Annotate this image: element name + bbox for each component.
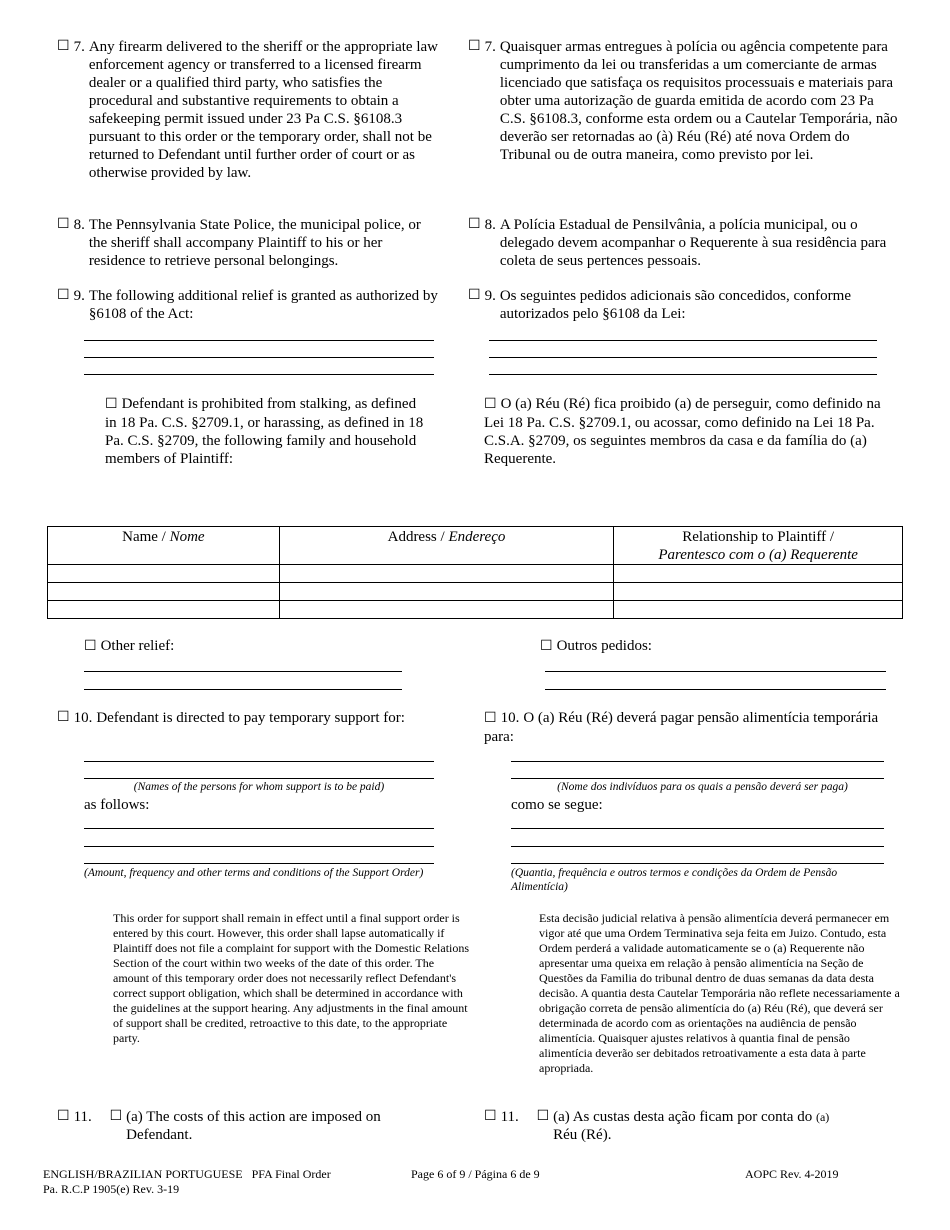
col-header-address: Address / Endereço [279,527,614,565]
as-follows-pt: como se segue: [511,797,603,813]
family-members-table [47,526,903,619]
item-7-pt: ☐ 7. Quaisquer armas entregues à polícia ou agência competente para cumprimento da lei ou transferidas a um comerciante de armas licenciado que satisfaça os requisitos processuais e materiais para obter uma autorização de guarda emitida de acordo com 23 Pa C.S. §6108.3, conforme esta ordem ou a Cautelar Temporária, não deverão ser retornadas ao (à) Réu (Ré) até nova Ordem do Tribunal ou de outra maneira, como previsto por lei. [468,38,903,164]
item-11a-en-text: (a) The costs of this action are imposed on Defendant. [126,1109,381,1143]
item-8-pt: ☐ 8. A Polícia Estadual de Pensilvânia, a polícia municipal, ou o delegado devem acompanhar o Requerente à sua residência para coleta de seus pertences pessoais. [468,216,903,270]
support-terms-line-en-2[interactable] [84,846,434,847]
item-10-pt: ☐ 10. O (a) Réu (Ré) deverá pagar pensão alimentícia temporária para: [484,710,879,745]
names-caption-pt: (Nome dos indivíduos para os quais a pensão deverá ser paga) [557,781,848,793]
stalking-en-text: Defendant is prohibited from stalking, as defined in 18 Pa. C.S. §2709.1, or harassing, as defined in 18 Pa. C.S. §2709, the following family and household members of Plaintiff: [105,396,424,467]
support-names-line-en-2[interactable] [84,778,434,779]
cell-relationship[interactable] [614,565,903,583]
checkbox-stalking-en[interactable]: ☐ [105,397,118,412]
amount-caption-en: (Amount, frequency and other terms and conditions of the Support Order) [84,867,424,879]
checkbox-11a-en[interactable]: ☐ [109,1109,123,1124]
checkbox-8-pt[interactable]: ☐ [468,217,481,232]
cell-name[interactable] [48,601,280,619]
item-11-en: ☐ 11. ☐ (a) The costs of this action are imposed on Defendant. [57,1108,417,1144]
table-row [48,583,903,601]
checkbox-10-en[interactable]: ☐ [57,710,70,725]
support-names-line-pt-1[interactable] [511,761,884,762]
cell-relationship[interactable] [614,583,903,601]
support-terms-line-en-3[interactable] [84,863,434,864]
item-8-pt-text: A Polícia Estadual de Pensilvânia, a polícia municipal, ou o delegado devem acompanhar o Requerente à sua residência para coleta de seus pertences pessoais. [499,217,887,269]
cell-name[interactable] [48,583,280,601]
checkbox-stalking-pt[interactable]: ☐ [484,397,497,412]
item-11-pt: ☐ 11. ☐ (a) As custas desta ação ficam por conta do (a) Réu (Ré). [484,1108,884,1144]
checkbox-11-pt[interactable]: ☐ [484,1109,497,1124]
other-relief-line-en-1[interactable] [84,671,402,672]
item-10-en: ☐ 10. Defendant is directed to pay temporary support for: [57,710,405,726]
footer-form-line [43,1167,331,1182]
footer-revision: AOPC Rev. 4-2019 [745,1167,839,1181]
stalking-pt [484,395,904,468]
relief-line-pt-3[interactable] [489,374,877,375]
checkbox-11a-pt[interactable]: ☐ [536,1109,550,1124]
relief-line-en-2[interactable] [84,357,434,358]
support-terms-line-en-1[interactable] [84,828,434,829]
item-7-en-text: Any firearm delivered to the sheriff or the appropriate law enforcement agency or transferred to a licensed firearm dealer or a qualified third party, who satisfies the procedural and substantive requirements to obtain a safekeeping permit issued under 23 Pa C.S. §6108.3 pursuant to this order or the temporary order, shall not be returned to Defendant until further order of court or as otherwise provided by law. [88,39,438,181]
checkbox-other-relief-en[interactable]: ☐ [84,639,97,654]
table-header-row [48,527,903,565]
checkbox-7-pt[interactable]: ☐ [468,39,481,54]
item-9-pt-text: Os seguintes pedidos adicionais são concedidos, conforme autorizados pelo §6108 da Lei: [499,288,851,322]
support-names-line-en-1[interactable] [84,761,434,762]
cell-address[interactable] [279,565,614,583]
item-7-pt-text: Quaisquer armas entregues à polícia ou agência competente para cumprimento da lei ou transferidas a um comerciante de armas licenciado que satisfaça os requisitos processuais e materiais para obter uma autorização de guarda emitida de acordo com 23 Pa C.S. §6108.3, conforme esta ordem ou a Cautelar Temporária, não deverão ser retornadas ao (à) Réu (Ré) até nova Ordem do Tribunal ou de outra maneira, como previsto por lei. [499,39,898,163]
footer-form-lang: ENGLISH/BRAZILIAN PORTUGUESE [43,1167,243,1181]
footer-form-name: PFA Final Order [251,1167,331,1181]
relief-line-pt-1[interactable] [489,340,877,341]
relief-line-pt-2[interactable] [489,357,877,358]
amount-caption-pt: (Quantia, frequência e outros termos e condições da Ordem de Pensão Alimentícia) [511,867,838,893]
item-8-en-text: The Pennsylvania State Police, the municipal police, or the sheriff shall accompany Plaintiff to his or her residence to retrieve personal belongings. [88,217,421,269]
support-names-line-pt-2[interactable] [511,778,884,779]
checkbox-11-en[interactable]: ☐ [57,1109,70,1124]
relief-line-en-3[interactable] [84,374,434,375]
stalking-pt-text: O (a) Réu (Ré) fica proibido (a) de perseguir, como definido na Lei 18 Pa. C.S. §2709.1, ou acossar, como definido na Lei 18 Pa. C.S.A. §2709, os seguintes membros da casa e da família do (a) Requerente. [484,396,881,467]
item-9-pt: ☐ 9. Os seguintes pedidos adicionais são concedidos, conforme autorizados pelo §6108 da Lei: [468,287,888,323]
table-row [48,601,903,619]
checkbox-9-en[interactable]: ☐ [57,288,70,303]
item-11a-pt-text: (a) As custas desta ação ficam por conta do (a) Réu (Ré). [553,1109,830,1143]
stalking-en [105,395,430,468]
footer-page-number: Page 6 of 9 / Página 6 de 9 [411,1167,540,1181]
cell-relationship[interactable] [614,601,903,619]
cell-name[interactable] [48,565,280,583]
other-relief-line-en-2[interactable] [84,689,402,690]
checkbox-9-pt[interactable]: ☐ [468,288,481,303]
cell-address[interactable] [279,601,614,619]
checkbox-other-relief-pt[interactable]: ☐ [540,639,553,654]
other-relief-line-pt-2[interactable] [545,689,886,690]
item-9-en: ☐ 9. The following additional relief is granted as authorized by §6108 of the Act: [57,287,442,323]
item-7-en: ☐ 7. Any firearm delivered to the sheriff or the appropriate law enforcement agency or transferred to a licensed firearm dealer or a qualified third party, who satisfies the procedural and substantive requirements to obtain a safekeeping permit issued under 23 Pa C.S. §6108.3 pursuant to this order or the temporary order, shall not be returned to Defendant until further order of court or as otherwise provided by law. [57,38,442,182]
support-paragraph-pt: Esta decisão judicial relativa à pensão alimentícia deverá permanecer em vigor até que uma Ordem Terminativa seja feita em Juizo. Contudo, esta Ordem perderá a validade automaticamente se o (a) Requerente não apresentar uma queixa em relação à pensão alimentícia na Seção de Questões da Familia do tribunal dentro de duas semanas da data desta decisão. A quantia desta Cautelar Temporária não reflete necessariamente a obrigação correta de pensão alimentícia do (a) Réu (Ré), que deverá ser determinada de acordo com as orientações na audiência de pensão alimentícia. Quaisquer ajustes relativos à quantia final de pensão alimentícia deverão ser debitados retroativamente a esta data à parte apropriada. [539,911,900,1075]
other-relief-en: ☐ Other relief: [84,638,175,654]
support-terms-line-pt-3[interactable] [511,863,884,864]
other-relief-line-pt-1[interactable] [545,671,886,672]
support-paragraph-en: This order for support shall remain in effect until a final support order is entered by this court. However, this order shall lapse automatically if Plaintiff does not file a complaint for support with the Domestic Relations Section of the court within two weeks of the date of this order. The amount of this temporary order does not necessarily reflect Defendant's correct support obligation, which shall be determined in accordance with the guidelines at the support hearing. Any adjustments in the final amount of support shall be credited, retroactive to this date, to the appropriate party. [113,911,470,1045]
names-caption-en: (Names of the persons for whom support is to be paid) [133,781,385,793]
item-8-en: ☐ 8. The Pennsylvania State Police, the municipal police, or the sheriff shall accompany Plaintiff to his or her residence to retrieve personal belongings. [57,216,442,270]
support-terms-line-pt-1[interactable] [511,828,884,829]
checkbox-10-pt[interactable]: ☐ [484,711,497,726]
checkbox-7-en[interactable]: ☐ [57,39,70,54]
col-header-name: Name / Nome [48,527,280,565]
other-relief-pt: ☐ Outros pedidos: [540,638,652,654]
relief-line-en-1[interactable] [84,340,434,341]
cell-address[interactable] [279,583,614,601]
support-terms-line-pt-2[interactable] [511,846,884,847]
table-row [48,565,903,583]
col-header-relationship: Relationship to Plaintiff / Parentesco com o (a) Requerente [614,527,903,565]
footer-rule: Pa. R.C.P 1905(e) Rev. 3-19 [43,1182,180,1196]
item-9-en-text: The following additional relief is granted as authorized by §6108 of the Act: [88,288,438,322]
checkbox-8-en[interactable]: ☐ [57,217,70,232]
as-follows-en: as follows: [84,797,150,813]
